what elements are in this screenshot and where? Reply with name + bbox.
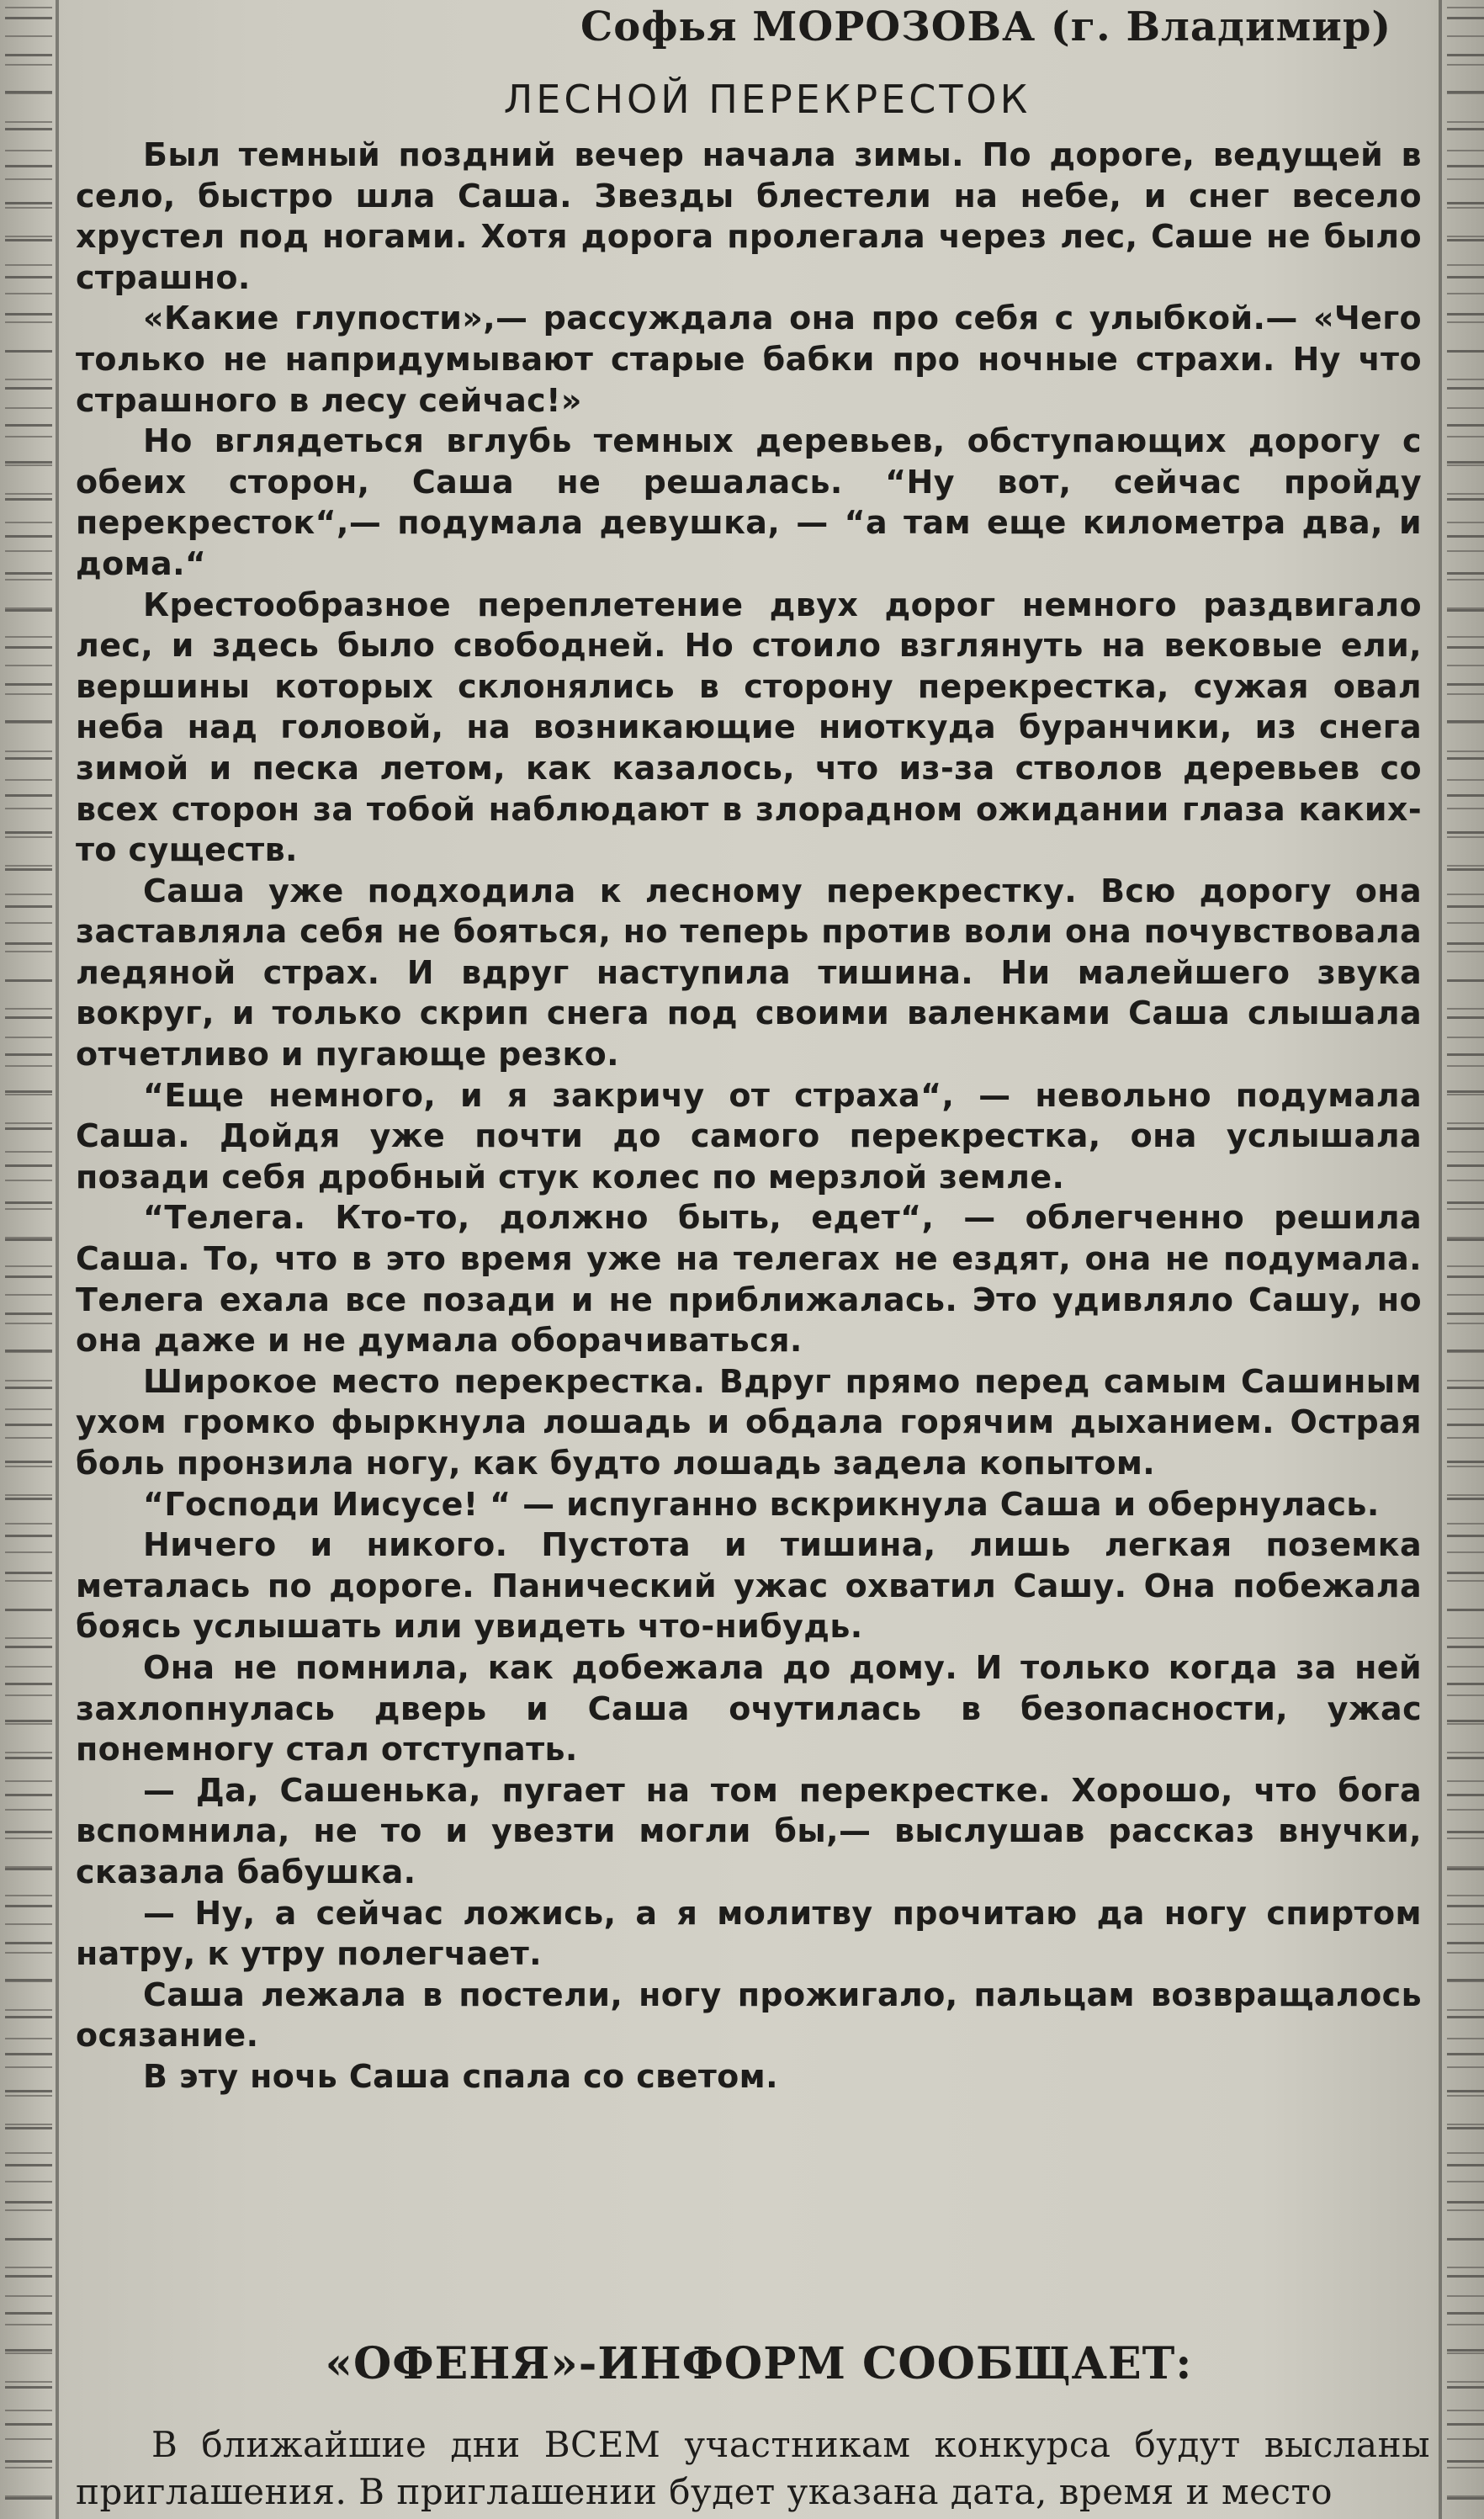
story-paragraph: “Еще немного, и я закричу от страха“, — невольно подумала Саша. Дойдя уже почти до самого перекрестка, она услышала позади себя дробный стук колес по мерзлой земле. bbox=[76, 1076, 1422, 1196]
story-paragraph: Крестообразное переплетение двух дорог немного раздвигало лес, и здесь было свободней. Но стоило взглянуть на вековые ели, вершины которых склонялись в сторону перекрестка, сужая овал неба над головой, на возникающие ниоткуда буранчики, из снега зимой и песка летом, как казалось, что из-за стволов деревьев со всех сторон за тобой наблюдают в злорадном ожидании глаза каких-то существ. bbox=[76, 586, 1422, 869]
story-paragraph: Но вглядеться вглубь темных деревьев, обступающих дорогу с обеих сторон, Саша не решалась. “Ну вот, сейчас пройду перекресток“,— подумала девушка, — “а там еще километра два, и дома.“ bbox=[76, 422, 1422, 582]
story-paragraph: «Какие глупости»,— рассуждала она про себя с улыбкой.— «Чего только не напридумывают старые бабки про ночные страхи. Ну что страшного в лесу сейчас!» bbox=[76, 300, 1422, 419]
story-paragraph: “Телега. Кто-то, должно быть, едет“, — облегченно решила Саша. То, что в это время уже на телегах не ездят, она не подумала. Телега ехала все позади и не приближалась. Это удивляло Сашу, но она даже и не думала оборачиваться. bbox=[76, 1199, 1422, 1360]
story-body bbox=[76, 135, 1422, 2097]
story-paragraph: Саша уже подходила к лесному перекрестку. Всю дорогу она заставляла себя не бояться, но теперь против воли она почувствовала ледяной страх. И вдруг наступила тишина. Ни малейшего звука вокруг, и только скрип снега под своими валенками Саша слышала отчетливо и пугающе резко. bbox=[76, 872, 1422, 1074]
story-paragraph: Саша лежала в постели, ногу прожигало, пальцам возвращалось осязание. bbox=[76, 1975, 1422, 2055]
story-paragraph: Был темный поздний вечер начала зимы. По дороге, ведущей в село, быстро шла Саша. Звезды блестели на небе, и снег весело хрустел под ногами. Хотя дорога пролегала через лес, Саше не было страшно. bbox=[76, 136, 1422, 296]
story-paragraph: В эту ночь Саша спала со светом. bbox=[143, 2057, 778, 2095]
left-ornamental-border bbox=[5, 0, 52, 2519]
announcement-block bbox=[76, 2421, 1430, 2516]
story-paragraph: — Ну, а сейчас ложись, а я молитву прочитаю да ногу спиртом натру, к утру полегчает. bbox=[76, 1894, 1422, 1973]
author-byline: Софья МОРОЗОВА (г. Владимир) bbox=[580, 3, 1392, 50]
section-heading: «ОФЕНЯ»-ИНФОРМ СООБЩАЕТ: bbox=[325, 2338, 1193, 2389]
story-title: ЛЕСНОЙ ПЕРЕКРЕСТОК bbox=[503, 77, 1031, 122]
story-paragraph: “Господи Иисусе! “ — испуганно вскрикнула Саша и обернулась. bbox=[143, 1485, 1380, 1523]
story-paragraph: Она не помнила, как добежала до дому. И только когда за ней захлопнулась дверь и Саша очутилась в безопасности, ужас понемногу стал отступать. bbox=[76, 1648, 1422, 1769]
announcement-text: В ближайшие дни ВСЕМ участникам конкурса будут высланы приглашения. В приглашении будет указана дата, время и место bbox=[76, 2424, 1430, 2512]
story-paragraph: Широкое место перекрестка. Вдруг прямо перед самым Сашиным ухом громко фыркнула лошадь и обдала горячим дыханием. Острая боль пронзила ногу, как будто лошадь задела копытом. bbox=[76, 1362, 1422, 1482]
story-paragraph: — Да, Сашенька, пугает на том перекрестке. Хорошо, что бога вспомнила, не то и увезти могли бы,— выслушав рассказ внучки, сказала бабушка. bbox=[76, 1771, 1422, 1891]
story-paragraph: Ничего и никого. Пустота и тишина, лишь легкая поземка металась по дороге. Панический ужас охватил Сашу. Она побежала боясь услышать или увидеть что-нибудь. bbox=[76, 1526, 1422, 1646]
right-ornamental-border bbox=[1447, 0, 1484, 2519]
